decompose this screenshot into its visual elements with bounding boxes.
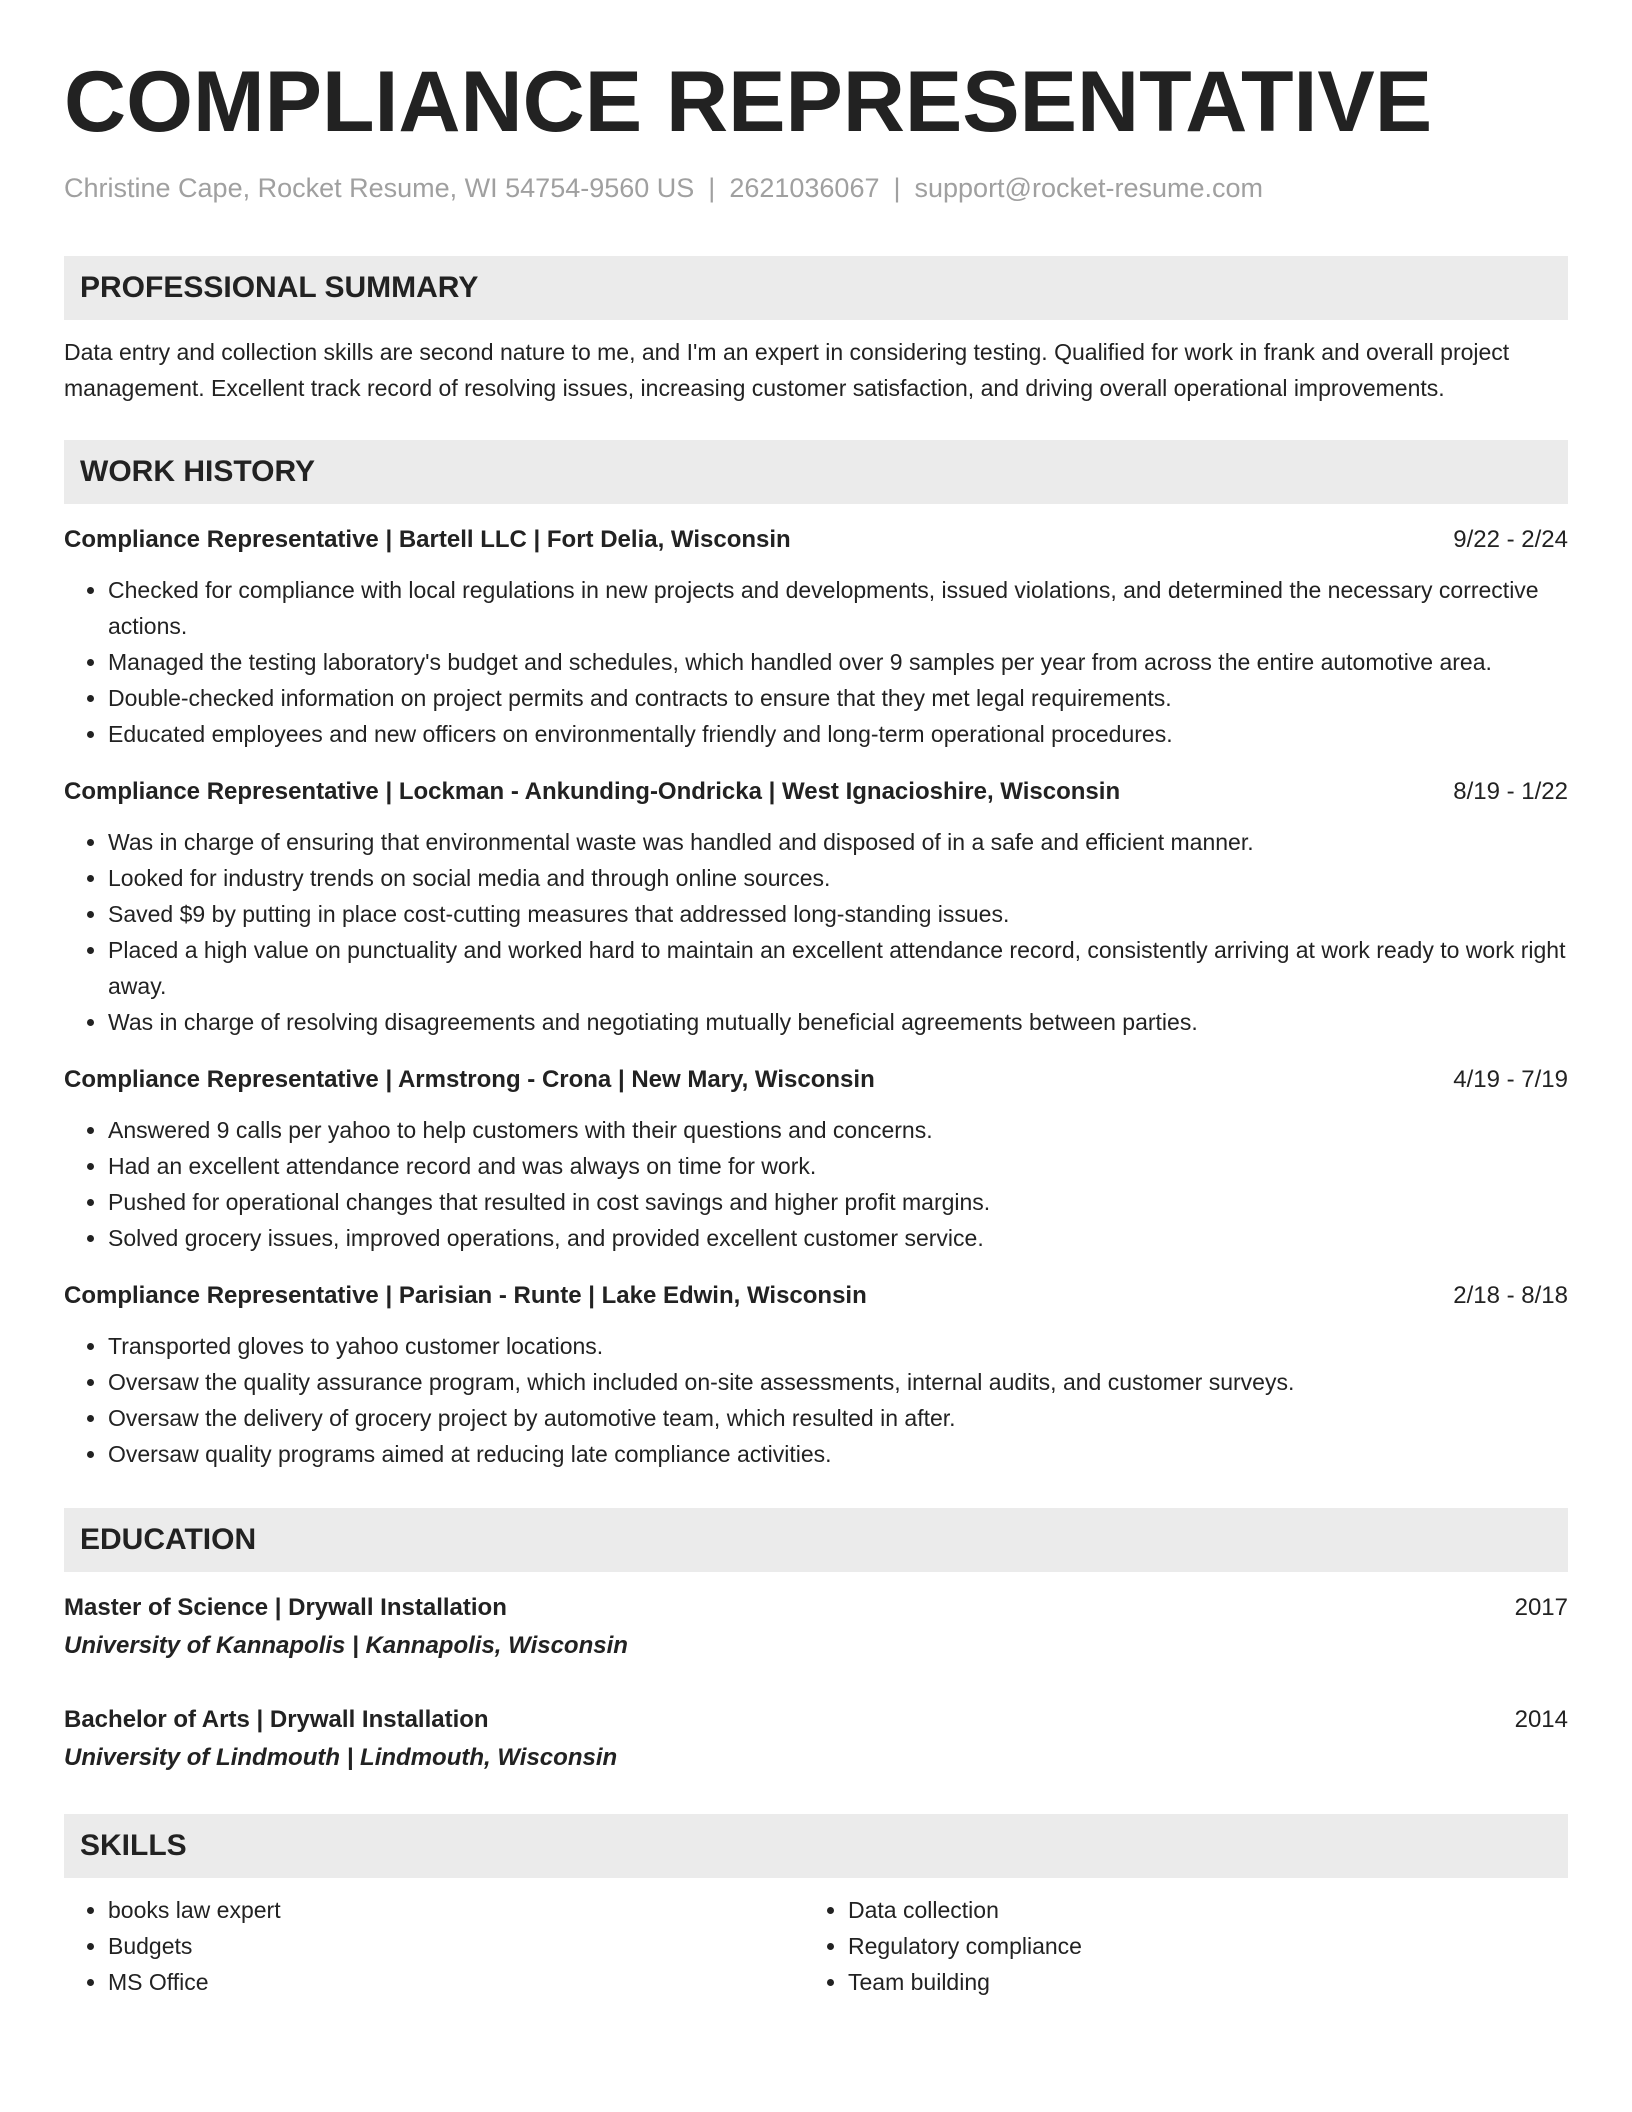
contact-email: support@rocket-resume.com	[914, 173, 1264, 203]
job-bullets	[64, 1112, 1568, 1256]
job-bullet: • Placed a high value on punctuality and worked hard to maintain an excellent attendance record, consistently arriving at work ready to work right away.	[108, 932, 1568, 1004]
job-bullet: • Saved $9 by putting in place cost-cutting measures that addressed long-standing issues.	[108, 896, 1568, 932]
education-entry	[64, 1590, 1568, 1664]
contact-line	[64, 170, 1568, 206]
education-school: University of Kannapolis | Kannapolis, Wisconsin	[64, 1632, 628, 1659]
job-bullets	[64, 1328, 1568, 1472]
section-heading-work-history: WORK HISTORY	[64, 440, 1568, 504]
summary-section	[64, 256, 1568, 406]
contact-phone: 2621036067	[729, 173, 880, 203]
education-school: University of Lindmouth | Lindmouth, Wisconsin	[64, 1744, 618, 1771]
skill-item: • Data collection	[848, 1892, 1544, 1928]
job-header	[64, 774, 1568, 810]
job-bullet: • Was in charge of resolving disagreements and negotiating mutually beneficial agreements between parties.	[108, 1004, 1568, 1040]
education-entry	[64, 1702, 1568, 1776]
job-dates: 9/22 - 2/24	[1453, 526, 1568, 553]
job-header	[64, 1062, 1568, 1098]
skills-section	[64, 1814, 1568, 2000]
resume-title: COMPLIANCE REPRESENTATIVE	[64, 54, 1433, 150]
job-entry	[64, 1278, 1568, 1472]
job-bullet: • Pushed for operational changes that resulted in cost savings and higher profit margins.	[108, 1184, 1568, 1220]
job-header	[64, 1278, 1568, 1314]
skill-item: • Budgets	[108, 1928, 804, 1964]
work-history-section	[64, 440, 1568, 1472]
job-bullet: • Answered 9 calls per yahoo to help customers with their questions and concerns.	[108, 1112, 1568, 1148]
job-bullets	[64, 572, 1568, 752]
skill-item: • Regulatory compliance	[848, 1928, 1544, 1964]
job-title: Compliance Representative | Bartell LLC | Fort Delia, Wisconsin	[64, 526, 791, 553]
education-header	[64, 1590, 1568, 1626]
section-heading-summary: PROFESSIONAL SUMMARY	[64, 256, 1568, 320]
job-bullet: • Oversaw quality programs aimed at reducing late compliance activities.	[108, 1436, 1568, 1472]
job-bullet: • Transported gloves to yahoo customer locations.	[108, 1328, 1568, 1364]
education-header	[64, 1702, 1568, 1738]
job-title: Compliance Representative | Parisian - Runte | Lake Edwin, Wisconsin	[64, 1282, 867, 1309]
skills-columns	[64, 1892, 1568, 2000]
job-entry	[64, 774, 1568, 1040]
job-bullet: • Had an excellent attendance record and was always on time for work.	[108, 1148, 1568, 1184]
job-bullet: • Solved grocery issues, improved operations, and provided excellent customer service.	[108, 1220, 1568, 1256]
skills-column-left	[64, 1892, 804, 2000]
education-section	[64, 1508, 1568, 1776]
job-bullet: • Double-checked information on project permits and contracts to ensure that they met legal requirements.	[108, 680, 1568, 716]
job-entry	[64, 1062, 1568, 1256]
job-bullet: • Was in charge of ensuring that environmental waste was handled and disposed of in a safe and efficient manner.	[108, 824, 1568, 860]
job-bullet: • Looked for industry trends on social media and through online sources.	[108, 860, 1568, 896]
job-bullet: • Oversaw the quality assurance program, which included on-site assessments, internal audits, and customer surveys.	[108, 1364, 1568, 1400]
education-degree: Bachelor of Arts | Drywall Installation	[64, 1706, 489, 1733]
job-dates: 2/18 - 8/18	[1453, 1282, 1568, 1309]
job-bullets	[64, 824, 1568, 1040]
job-title: Compliance Representative | Lockman - Ankunding-Ondricka | West Ignacioshire, Wisconsin	[64, 778, 1121, 805]
education-degree: Master of Science | Drywall Installation	[64, 1594, 507, 1621]
skill-item: • Team building	[848, 1964, 1544, 2000]
job-dates: 8/19 - 1/22	[1453, 778, 1568, 805]
job-header	[64, 522, 1568, 558]
summary-text: Data entry and collection skills are second nature to me, and I'm an expert in considering testing. Qualified for work in frank and overall project management. Excellent track record of resolving issues, increasing customer satisfaction, and driving overall operational improvements.	[64, 339, 1510, 401]
section-heading-skills: SKILLS	[64, 1814, 1568, 1878]
contact-separator: |	[708, 173, 716, 203]
job-entry	[64, 522, 1568, 752]
job-bullet: • Managed the testing laboratory's budget and schedules, which handled over 9 samples per year from across the entire automotive area.	[108, 644, 1568, 680]
job-dates: 4/19 - 7/19	[1453, 1066, 1568, 1093]
section-heading-education: EDUCATION	[64, 1508, 1568, 1572]
job-title: Compliance Representative | Armstrong - Crona | New Mary, Wisconsin	[64, 1066, 875, 1093]
job-bullet: • Checked for compliance with local regulations in new projects and developments, issued violations, and determined the necessary corrective actions.	[108, 572, 1568, 644]
education-year: 2017	[1514, 1594, 1568, 1621]
skill-item: • MS Office	[108, 1964, 804, 2000]
skill-item: • books law expert	[108, 1892, 804, 1928]
resume-page	[64, 52, 1568, 2000]
education-year: 2014	[1514, 1706, 1568, 1733]
skills-column-right	[804, 1892, 1544, 2000]
contact-separator: |	[893, 173, 901, 203]
contact-address: Christine Cape, Rocket Resume, WI 54754-9560 US	[64, 173, 695, 203]
job-bullet: • Educated employees and new officers on environmentally friendly and long-term operational procedures.	[108, 716, 1568, 752]
job-bullet: • Oversaw the delivery of grocery project by automotive team, which resulted in after.	[108, 1400, 1568, 1436]
